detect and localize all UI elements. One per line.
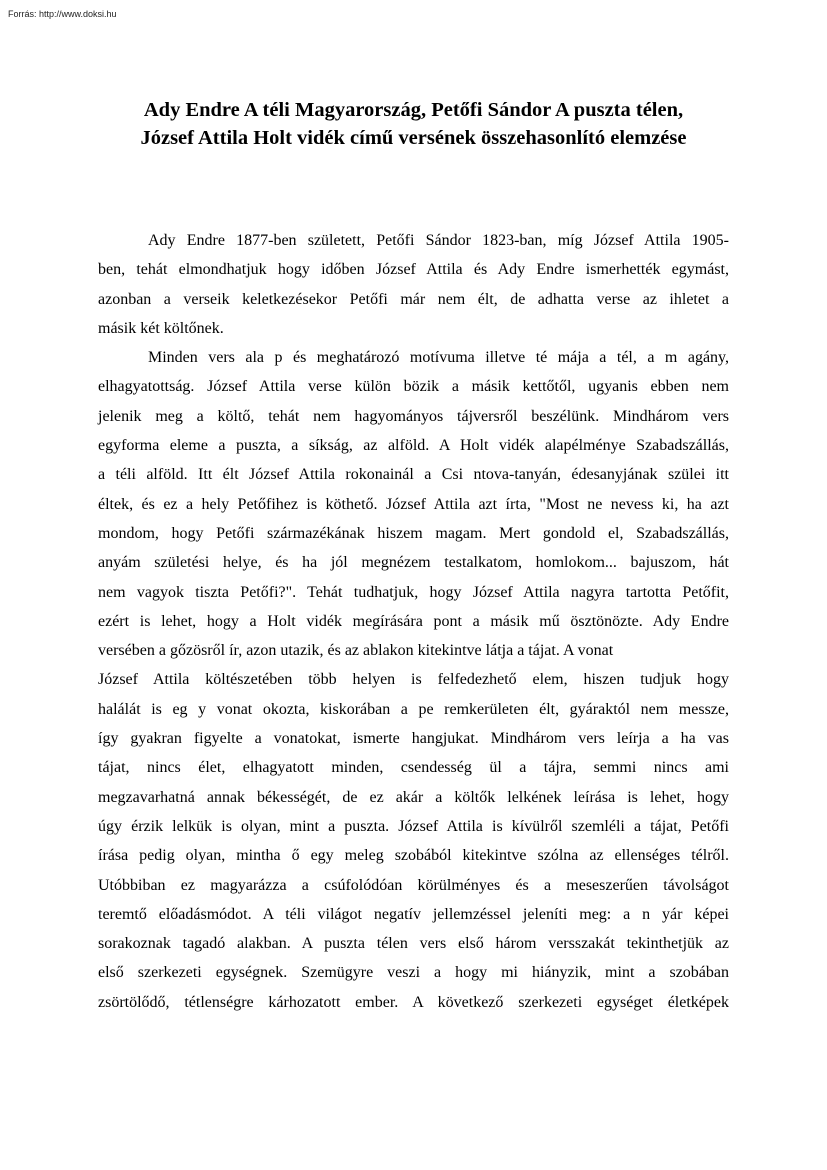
text-line: éltek, és ez a hely Petőfihez is köthető. József Attila azt írta, "Most ne nevess ki, ha azt xyxy=(98,495,729,513)
text-line: azonban a verseik keletkezésekor Petőfi már nem élt, de adhatta verse az ihletet a xyxy=(98,290,729,308)
text-line: így gyakran figyelte a vonatokat, ismerte hangjukat. Mindhárom vers leírja a ha vas xyxy=(98,730,729,748)
text-line: nem vagyok tiszta Petőfi?". Tehát tudhatjuk, hogy József Attila nagyra tartotta Petőfit, xyxy=(98,583,729,601)
text-line: tájat, nincs élet, elhagyatott minden, csendesség ül a tájra, semmi nincs ami xyxy=(98,759,729,777)
text-line: Ady Endre 1877-ben született, Petőfi Sándor 1823-ban, míg József Attila 1905- xyxy=(148,232,729,249)
text-line: úgy érzik lelkük is olyan, mint a puszta. József Attila is kívülről szemléli a tájat, Petőfi xyxy=(98,817,729,835)
text-line: ezért is lehet, hogy a Holt vidék megírására pont a másik mű ösztönözte. Ady Endre xyxy=(98,612,729,630)
text-line: ben, tehát elmondhatjuk hogy időben József Attila és Ady Endre ismerhették egymást, xyxy=(98,261,729,279)
text-line: teremtő előadásmódot. A téli világot negatív jellemzéssel jeleníti meg: a n yár képei xyxy=(98,905,729,923)
text-line: zsörtölődő, tétlenségre kárhozatott ember. A következő szerkezeti egységet életképek xyxy=(98,993,729,1011)
text-line: halálát is eg y vonat okozta, kiskorában a pe remkerületen élt, gyáraktól nem messze, xyxy=(98,700,729,718)
text-line: mondom, hogy Petőfi származékának hiszem magam. Mert gondold el, Szabadszállás, xyxy=(98,524,729,542)
paragraph-1 xyxy=(98,226,729,343)
text-line: sorakoznak tagadó alakban. A puszta télen vers első három versszakát tekinthetjük az xyxy=(98,935,729,953)
document-title xyxy=(60,96,767,152)
source-note: Forrás: http://www.doksi.hu xyxy=(8,9,117,19)
text-line: Minden vers ala p és meghatározó motívuma illetve té mája a tél, a m agány, xyxy=(148,349,729,367)
paragraph-2 xyxy=(98,343,729,1017)
text-line: elhagyatottság. József Attila verse külön bözik a másik kettőtől, ugyanis ebben nem xyxy=(98,378,729,396)
text-line: a téli alföld. Itt élt József Attila rokonainál a Csi ntova-tanyán, édesanyjának szülei itt xyxy=(98,466,729,484)
text-line: másik két költőnek. xyxy=(98,319,224,337)
text-line: versében a gőzösről ír, azon utazik, és az ablakon kitekintve látja a tájat. A vonat xyxy=(98,642,614,660)
text-line: József Attila költészetében több helyen is felfedezhető elem, hiszen tudjuk hogy xyxy=(98,671,729,689)
text-line: jelenik meg a költő, tehát nem hagyományos tájversről beszélünk. Mindhárom vers xyxy=(98,407,729,425)
text-line: Utóbbiban ez magyarázza a csúfolódóan körülményes és a meseszerűen távolságot xyxy=(98,876,729,894)
text-line: megzavarhatná annak békességét, de ez akár a költők lelkének leírása is lehet, hogy xyxy=(98,788,729,806)
title-line-1: Ady Endre A téli Magyarország, Petőfi Sándor A puszta télen, xyxy=(143,99,684,121)
title-line-2: József Attila Holt vidék című versének összehasonlító elemzése xyxy=(140,127,687,149)
text-line: első szerkezeti egységnek. Szemügyre veszi a hogy mi hiányzik, mint a szobában xyxy=(98,964,729,982)
text-line: anyám születési helye, és ha jól megnézem testalkatom, homlokom... bajuszom, hát xyxy=(98,554,729,572)
text-line: írása pedig olyan, mintha ő egy meleg szobából kitekintve szólna az ellenséges télről. xyxy=(98,847,729,865)
document-body xyxy=(98,226,729,1017)
text-line: egyforma eleme a puszta, a síkság, az alföld. A Holt vidék alapélménye Szabadszállás, xyxy=(98,437,729,455)
